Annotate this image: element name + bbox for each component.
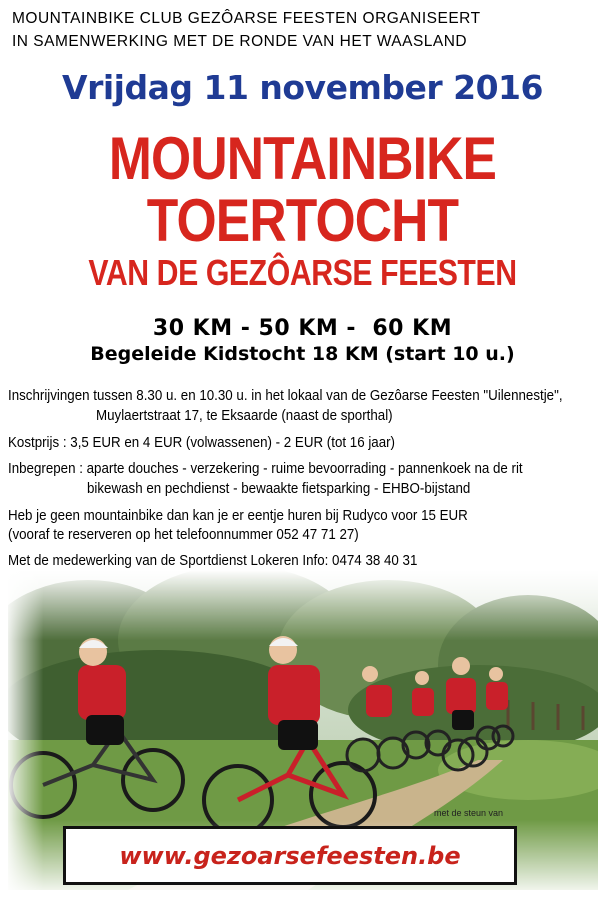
organizer-line-2: IN SAMENWERKING MET DE RONDE VAN HET WAASLAND bbox=[12, 33, 468, 50]
kids-ride: Begeleide Kidstocht 18 KM (start 10 u.) bbox=[90, 343, 515, 365]
rental-text-2: (vooraf te reserveren op het telefoonnummer 052 47 71 27) bbox=[8, 527, 359, 543]
website-link[interactable]: www.gezoarsefeesten.be bbox=[119, 842, 461, 870]
cost-text: Kostprijs : 3,5 EUR en 4 EUR (volwassenen) - 2 EUR (tot 16 jaar) bbox=[8, 435, 396, 451]
distances: 30 KM - 50 KM - 60 KM bbox=[152, 316, 453, 341]
included-text-2: bikewash en pechdienst - bewaakte fietsparking - EHBO-bijstand bbox=[87, 481, 471, 497]
title-line-3: VAN DE GEZÔARSE FEESTEN bbox=[88, 252, 517, 293]
title-line-1: MOUNTAINBIKE bbox=[108, 125, 497, 192]
address-text: Muylaertstraat 17, te Eksaarde (naast de sporthal) bbox=[96, 408, 393, 424]
title-line-2: TOERTOCHT bbox=[146, 187, 459, 254]
organizer-line-1: MOUNTAINBIKE CLUB GEZÔARSE FEESTEN ORGANISEERT bbox=[12, 10, 481, 27]
sponsor-note: met de steun van bbox=[434, 808, 504, 818]
cooperation-text: Met de medewerking van de Sportdienst Lokeren Info: 0474 38 40 31 bbox=[8, 553, 418, 569]
rental-text-1: Heb je geen mountainbike dan kan je er eentje huren bij Rudyco voor 15 EUR bbox=[8, 508, 468, 524]
included-text-1: Inbegrepen : aparte douches - verzekering - ruime bevoorrading - pannenkoek na de rit bbox=[8, 461, 523, 477]
registration-text: Inschrijvingen tussen 8.30 u. en 10.30 u. in het lokaal van de Gezôarse Feesten "Uilennestje", bbox=[8, 388, 563, 404]
event-date: Vrijdag 11 november 2016 bbox=[62, 68, 543, 107]
